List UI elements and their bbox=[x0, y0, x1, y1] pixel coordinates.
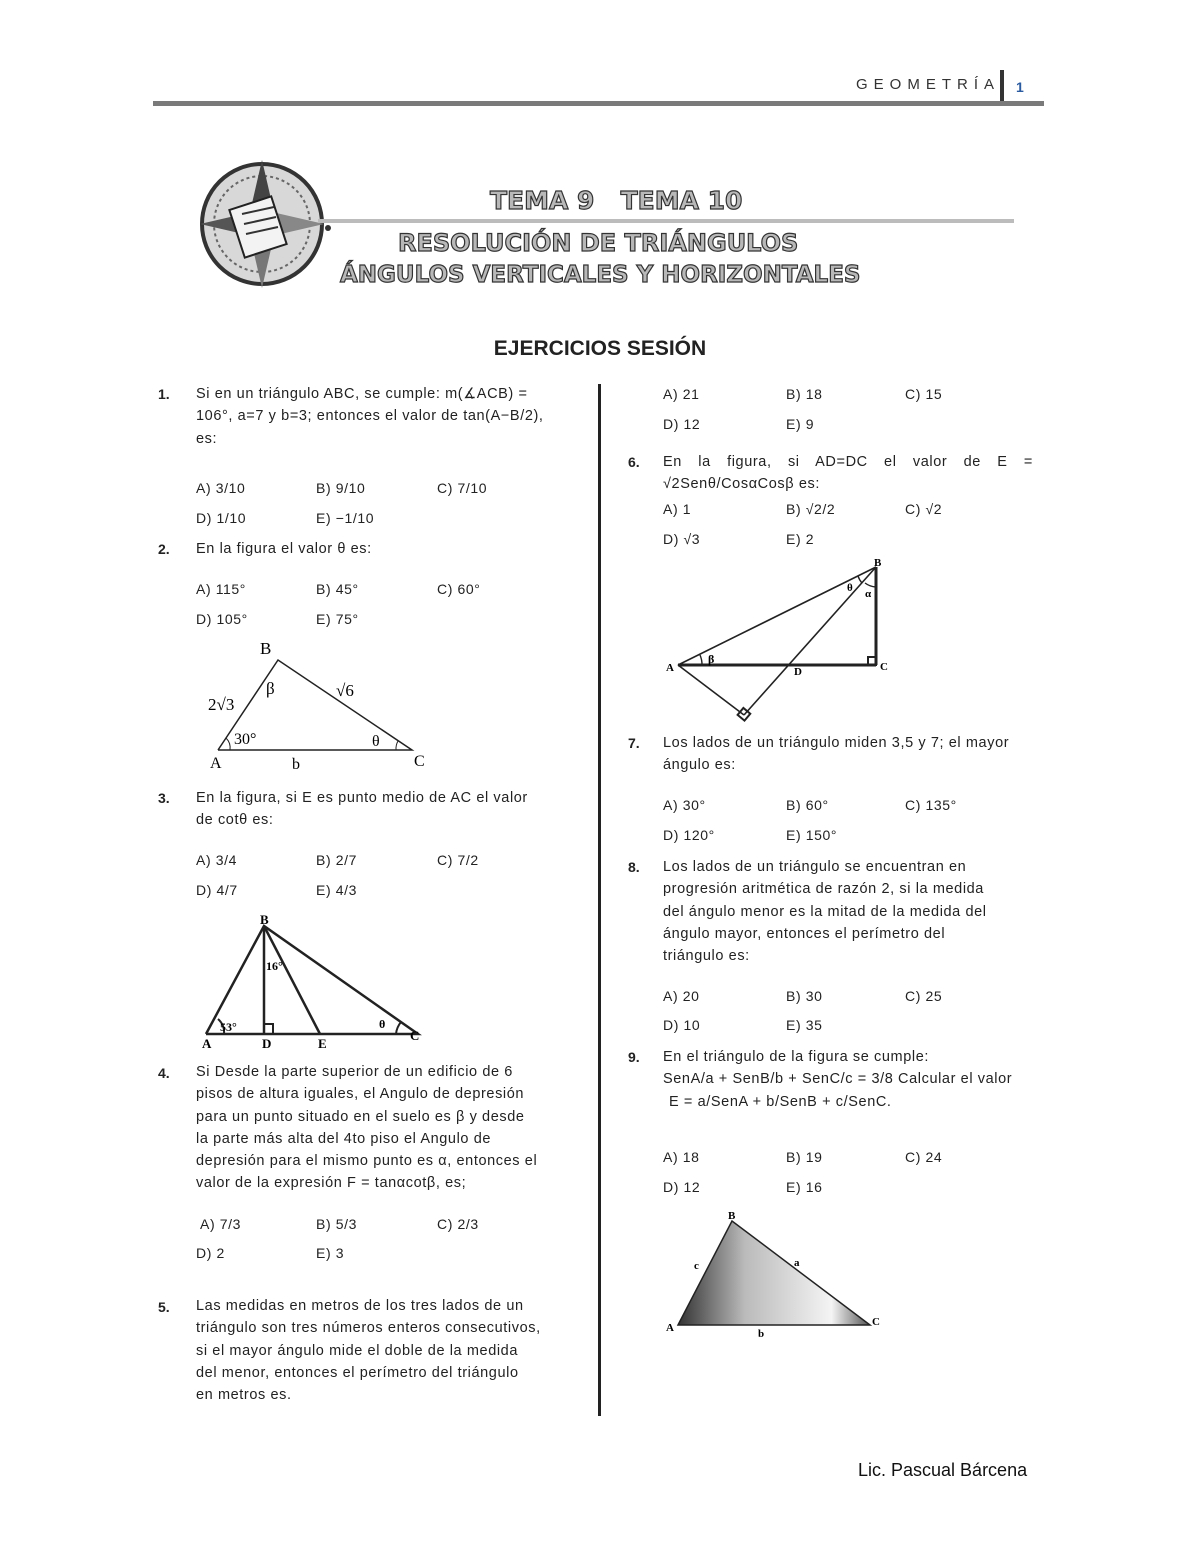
q6-label-b: B bbox=[874, 557, 882, 569]
q4-option-c: C) 2/3 bbox=[437, 1216, 479, 1232]
q5-line: en metros es. bbox=[196, 1387, 292, 1404]
q1-option-d: D) 1/10 bbox=[196, 510, 247, 526]
banner-title-2: ÁNGULOS VERTICALES Y HORIZONTALES bbox=[340, 262, 861, 288]
compass-logo-icon bbox=[196, 152, 336, 297]
q5-option-a: A) 21 bbox=[663, 386, 700, 402]
q9-text bbox=[663, 1046, 1033, 1113]
q6-label-c: C bbox=[880, 661, 888, 673]
q3-label-e: E bbox=[318, 1036, 327, 1050]
q2-label-c: C bbox=[414, 753, 425, 770]
q4-line: valor de la expresión F = tanαcotβ, es; bbox=[196, 1175, 467, 1192]
q4-line: pisos de altura iguales, el Angulo de depresión bbox=[196, 1086, 525, 1103]
header-divider bbox=[1000, 70, 1004, 104]
q3-triangle-figure bbox=[196, 908, 430, 1050]
footer-author: Lic. Pascual Bárcena bbox=[858, 1460, 1028, 1480]
q8-number: 8. bbox=[628, 859, 640, 875]
q4-option-e: E) 3 bbox=[316, 1245, 345, 1261]
q2-label-ab: 2√3 bbox=[208, 695, 235, 714]
q6-option-b: B) √2/2 bbox=[786, 501, 836, 517]
q9-label-c: C bbox=[872, 1316, 880, 1328]
q3-number: 3. bbox=[158, 790, 170, 806]
q5-option-c: C) 15 bbox=[905, 386, 943, 402]
q7-option-b: B) 60° bbox=[786, 797, 829, 813]
q1-option-e: E) −1/10 bbox=[316, 510, 375, 526]
q6-label-alpha: α bbox=[865, 588, 872, 600]
q9-label-side-a: a bbox=[794, 1257, 800, 1269]
q5-line: si el mayor ángulo mide el doble de la medida bbox=[196, 1342, 519, 1359]
q9-option-b: B) 19 bbox=[786, 1149, 823, 1165]
q5-line: del menor, entonces el perímetro del triángulo bbox=[196, 1364, 519, 1381]
q3-label-16: 16° bbox=[266, 959, 283, 973]
q8-option-c: C) 25 bbox=[905, 988, 943, 1004]
q6-option-a: A) 1 bbox=[663, 501, 692, 517]
q2-label-beta: β bbox=[266, 679, 275, 698]
q2-triangle-figure bbox=[200, 638, 440, 774]
q3-option-c: C) 7/2 bbox=[437, 852, 479, 868]
banner-title-1: RESOLUCIÓN DE TRIÁNGULOS bbox=[398, 229, 799, 257]
q2-label-theta: θ bbox=[372, 733, 380, 750]
q8-option-b: B) 30 bbox=[786, 988, 823, 1004]
q7-option-d: D) 120° bbox=[663, 827, 715, 843]
q6-option-c: C) √2 bbox=[905, 501, 943, 517]
q7-text bbox=[663, 732, 1033, 777]
q4-text bbox=[196, 1061, 566, 1195]
q7-line: ángulo es: bbox=[663, 757, 736, 774]
q9-number: 9. bbox=[628, 1049, 640, 1065]
q4-number: 4. bbox=[158, 1065, 170, 1081]
q4-line: depresión para el mismo punto es α, entonces el bbox=[196, 1153, 538, 1170]
q9-line: En el triángulo de la figura se cumple: bbox=[663, 1049, 930, 1065]
q1-option-c: C) 7/10 bbox=[437, 480, 488, 496]
q9-label-a: A bbox=[666, 1322, 674, 1334]
q8-line: Los lados de un triángulo se encuentran en bbox=[663, 859, 967, 875]
q8-line: progresión aritmética de razón 2, si la medida bbox=[663, 881, 984, 898]
q4-line: Si Desde la parte superior de un edificio de 6 bbox=[196, 1064, 513, 1080]
q1-line: Si en un triángulo ABC, se cumple: m(∡ACB) = bbox=[196, 386, 528, 402]
q3-label-b: B bbox=[260, 912, 269, 927]
q3-label-d: D bbox=[262, 1036, 272, 1050]
header-subject: GEOMETRÍA bbox=[856, 76, 1001, 93]
q5-option-b: B) 18 bbox=[786, 386, 823, 402]
q1-text bbox=[196, 383, 566, 450]
q6-text: En la figura, si AD=DC el valor de E = √2Senθ/CosαCosβ es: bbox=[663, 454, 1033, 493]
q4-option-b: B) 5/3 bbox=[316, 1216, 357, 1232]
q2-text: En la figura el valor θ es: bbox=[196, 541, 372, 557]
q6-number: 6. bbox=[628, 454, 640, 470]
q2-option-c: C) 60° bbox=[437, 581, 481, 597]
q6-label-beta: β bbox=[708, 652, 715, 666]
banner-rule bbox=[318, 219, 1014, 223]
q2-label-side-b: b bbox=[292, 756, 300, 773]
q1-option-a: A) 3/10 bbox=[196, 480, 246, 496]
q6-label-theta: θ bbox=[847, 582, 853, 594]
q3-label-theta: θ bbox=[379, 1017, 386, 1031]
q3-label-c: C bbox=[410, 1028, 420, 1043]
q5-line: Las medidas en metros de los tres lados de un bbox=[196, 1298, 524, 1314]
page-number: 1 bbox=[1016, 79, 1024, 95]
q2-label-bc: √6 bbox=[336, 681, 354, 700]
q9-triangle-figure bbox=[660, 1205, 890, 1345]
q2-option-b: B) 45° bbox=[316, 581, 359, 597]
q4-line: la parte más alta del 4to piso el Angulo de bbox=[196, 1130, 492, 1147]
q9-option-a: A) 18 bbox=[663, 1149, 700, 1165]
column-divider bbox=[598, 384, 601, 1416]
q6-option-d: D) √3 bbox=[663, 531, 701, 547]
q4-option-a: A) 7/3 bbox=[200, 1216, 241, 1232]
q5-option-d: D) 12 bbox=[663, 416, 701, 432]
q2-option-d: D) 105° bbox=[196, 611, 248, 627]
q9-option-d: D) 12 bbox=[663, 1179, 701, 1195]
q1-option-b: B) 9/10 bbox=[316, 480, 366, 496]
q4-option-d: D) 2 bbox=[196, 1245, 225, 1261]
q6-label-a: A bbox=[666, 662, 674, 674]
q3-label-53: 53° bbox=[220, 1020, 237, 1034]
q9-label-side-b: b bbox=[758, 1328, 765, 1340]
q5-line: triángulo son tres números enteros consecutivos, bbox=[196, 1320, 541, 1337]
q9-option-c: C) 24 bbox=[905, 1149, 943, 1165]
q7-option-c: C) 135° bbox=[905, 797, 957, 813]
q7-number: 7. bbox=[628, 735, 640, 751]
q2-label-a: A bbox=[210, 755, 222, 772]
q1-line: 106°, a=7 y b=3; entonces el valor de tan(A−B/2), bbox=[196, 408, 544, 425]
q5-number: 5. bbox=[158, 1299, 170, 1315]
q2-label-angle: 30° bbox=[234, 731, 257, 748]
q3-option-a: A) 3/4 bbox=[196, 852, 237, 868]
q8-line: del ángulo menor es la mitad de la medida del bbox=[663, 903, 987, 920]
q8-line: ángulo mayor, entonces el perímetro del bbox=[663, 925, 946, 942]
q6-label-d: D bbox=[794, 666, 802, 678]
q5-option-e: E) 9 bbox=[786, 416, 815, 432]
q2-option-a: A) 115° bbox=[196, 581, 247, 597]
q3-label-a: A bbox=[202, 1036, 212, 1050]
q1-number: 1. bbox=[158, 386, 170, 402]
q1-line: es: bbox=[196, 430, 218, 447]
q8-text bbox=[663, 856, 1033, 967]
q3-text bbox=[196, 787, 566, 832]
banner-tema: TEMA 9 TEMA 10 bbox=[490, 186, 743, 215]
q8-line: triángulo es: bbox=[663, 948, 750, 965]
q3-option-e: E) 4/3 bbox=[316, 882, 357, 898]
q8-option-e: E) 35 bbox=[786, 1017, 823, 1033]
q7-option-e: E) 150° bbox=[786, 827, 838, 843]
q2-label-b: B bbox=[260, 639, 272, 658]
q9-option-e: E) 16 bbox=[786, 1179, 823, 1195]
q9-label-b: B bbox=[728, 1210, 736, 1222]
q9-line: SenA/a + SenB/b + SenC/c = 3/8 Calcular el valor bbox=[663, 1071, 1013, 1088]
q8-option-a: A) 20 bbox=[663, 988, 700, 1004]
q3-option-b: B) 2/7 bbox=[316, 852, 357, 868]
q3-line: En la figura, si E es punto medio de AC el valor bbox=[196, 790, 528, 806]
q8-option-d: D) 10 bbox=[663, 1017, 701, 1033]
q3-option-d: D) 4/7 bbox=[196, 882, 238, 898]
q6-option-e: E) 2 bbox=[786, 531, 815, 547]
q7-line: Los lados de un triángulo miden 3,5 y 7; el mayor bbox=[663, 735, 1010, 751]
q6-triangle-figure bbox=[662, 555, 894, 727]
q4-line: para un punto situado en el suelo es β y desde bbox=[196, 1108, 525, 1125]
q2-number: 2. bbox=[158, 541, 170, 557]
q7-option-a: A) 30° bbox=[663, 797, 706, 813]
header-rule bbox=[153, 101, 1044, 106]
q9-label-side-c: c bbox=[694, 1260, 699, 1272]
q3-line: de cotθ es: bbox=[196, 812, 274, 829]
q5-text bbox=[196, 1295, 566, 1406]
q2-option-e: E) 75° bbox=[316, 611, 359, 627]
section-title: EJERCICIOS SESIÓN bbox=[493, 337, 707, 360]
q9-triangle bbox=[678, 1221, 870, 1325]
q9-line: E = a/SenA + b/SenB + c/SenC. bbox=[669, 1093, 892, 1110]
